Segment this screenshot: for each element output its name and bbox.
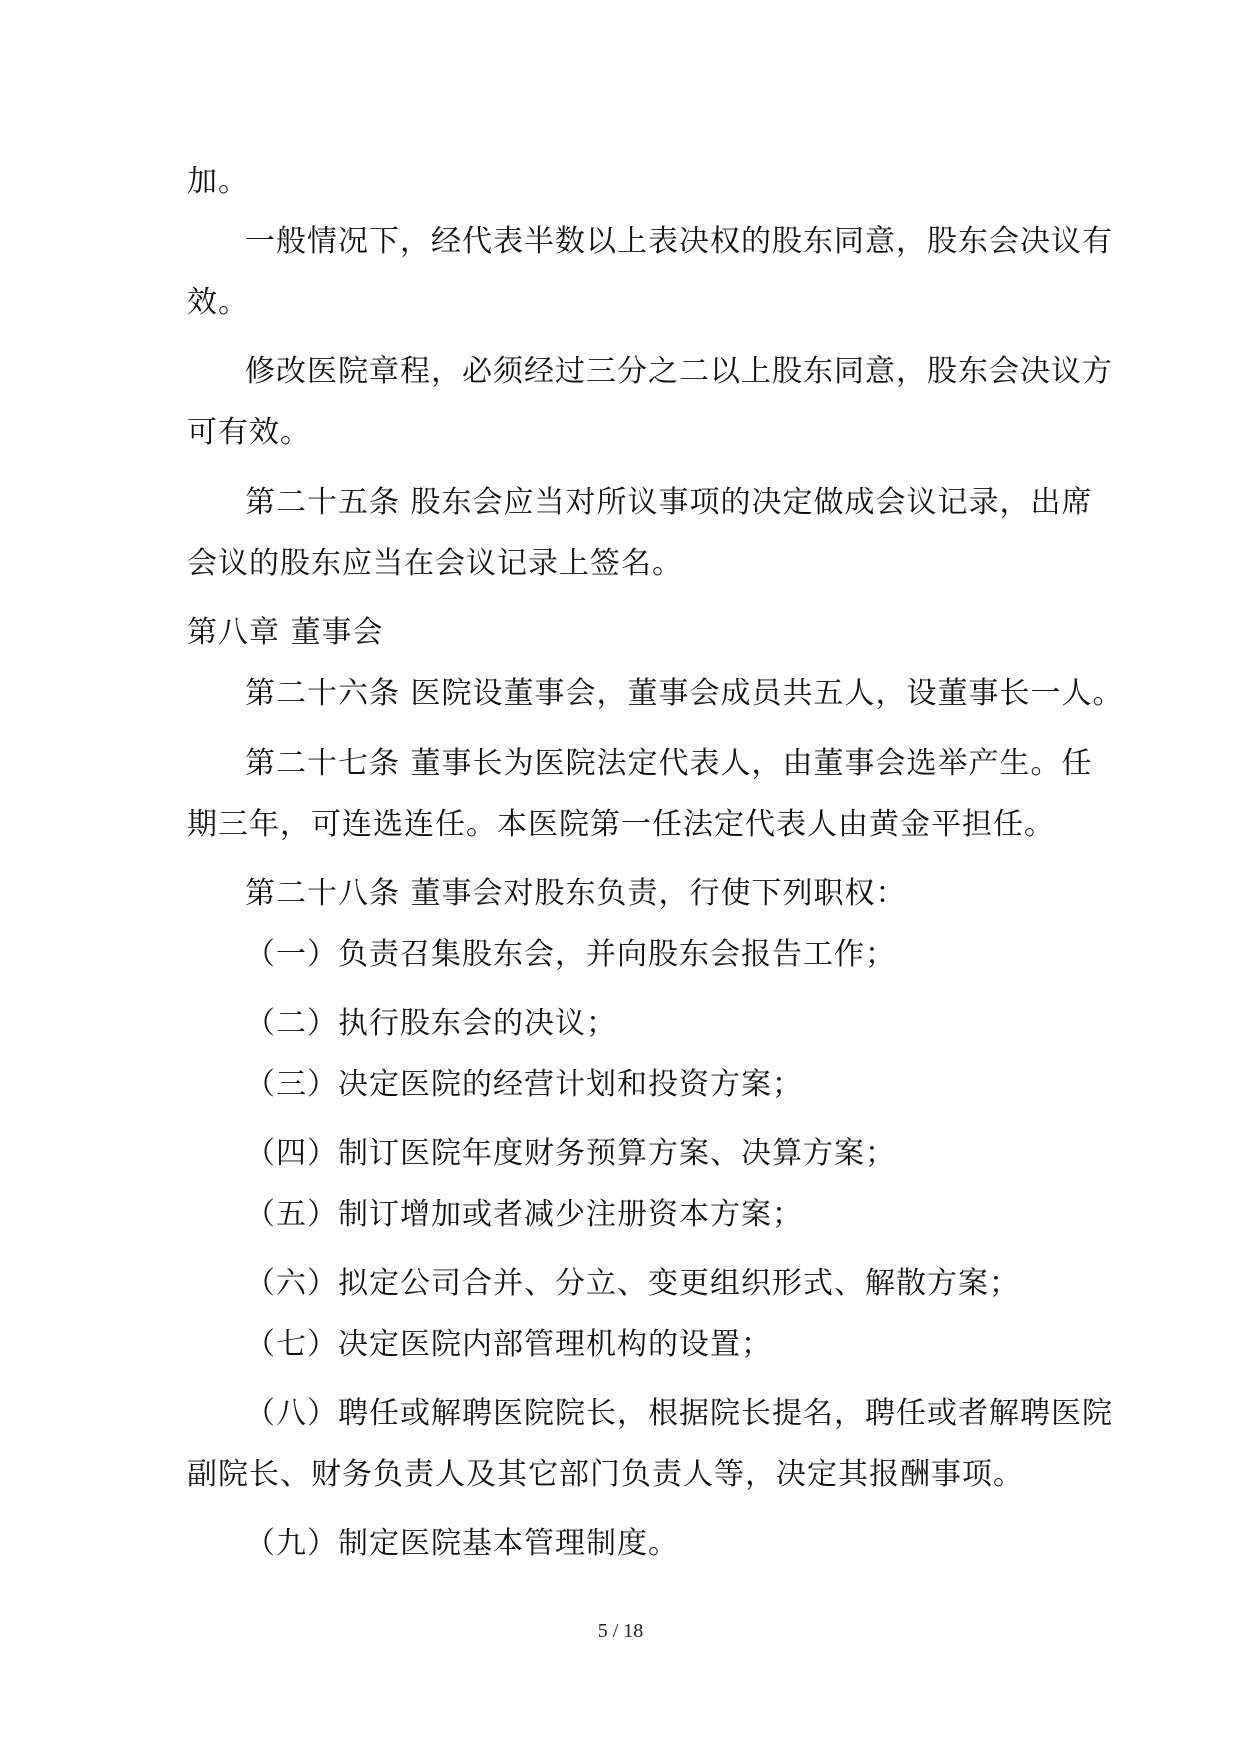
paragraph-line: 效。: [187, 285, 249, 320]
list-item: （五）制订增加或者减少注册资本方案；: [245, 1197, 803, 1232]
list-item: （九）制定医院基本管理制度。: [245, 1526, 679, 1561]
paragraph-line: 第二十七条 董事长为医院法定代表人，由董事会选举产生。任: [245, 746, 1093, 781]
paragraph-line: 副院长、财务负责人及其它部门负责人等，决定其报酬事项。: [187, 1457, 1024, 1492]
paragraph-line: 可有效。: [187, 415, 311, 450]
list-item: （三）决定医院的经营计划和投资方案；: [245, 1067, 803, 1102]
list-item: （六）拟定公司合并、分立、变更组织形式、解散方案；: [245, 1266, 1020, 1301]
chapter-heading: 第八章 董事会: [187, 615, 384, 650]
paragraph-line: 加。: [187, 164, 249, 199]
paragraph-line: 期三年，可连选连任。本医院第一任法定代表人由黄金平担任。: [187, 807, 1055, 842]
paragraph-line: 修改医院章程，必须经过三分之二以上股东同意，股东会决议方: [245, 354, 1113, 389]
paragraph-line: 第二十六条 医院设董事会，董事会成员共五人，设董事长一人。: [245, 676, 1124, 711]
paragraph-line: 会议的股东应当在会议记录上签名。: [187, 546, 683, 581]
list-item: （一）负责召集股东会，并向股东会报告工作；: [245, 937, 896, 972]
paragraph-line: 一般情况下，经代表半数以上表决权的股东同意，股东会决议有: [245, 224, 1113, 259]
list-item: （八）聘任或解聘医院院长，根据院长提名，聘任或者解聘医院: [245, 1396, 1113, 1431]
paragraph-line: 第二十八条 董事会对股东负责，行使下列职权：: [245, 876, 907, 911]
paragraph-line: 第二十五条 股东会应当对所议事项的决定做成会议记录，出席: [245, 485, 1093, 520]
list-item: （二）执行股东会的决议；: [245, 1006, 617, 1041]
list-item: （四）制订医院年度财务预算方案、决算方案；: [245, 1136, 896, 1171]
page-number: 5 / 18: [597, 1620, 644, 1642]
list-item: （七）决定医院内部管理机构的设置；: [245, 1327, 772, 1362]
